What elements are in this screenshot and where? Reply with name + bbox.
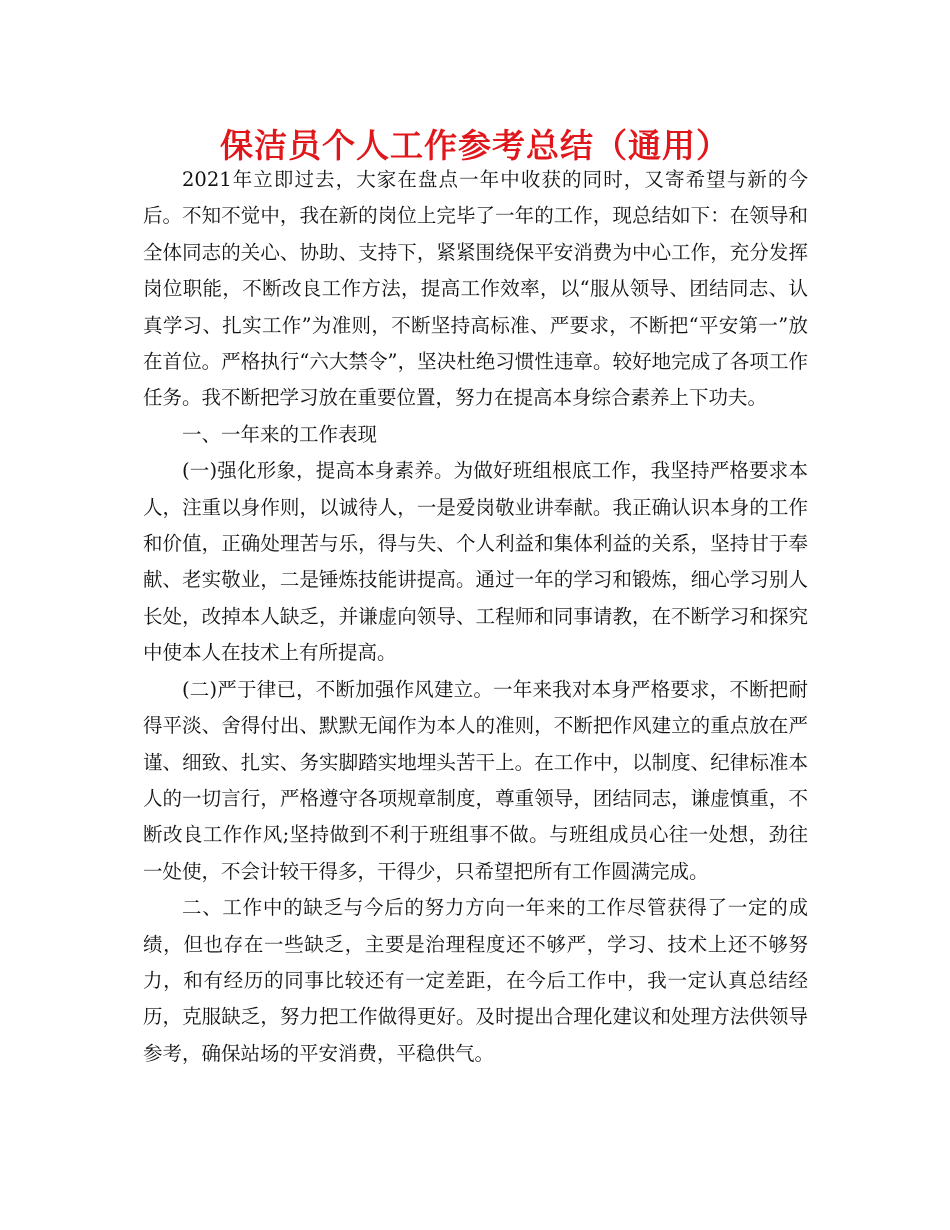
section-heading-1: 一、一年来的工作表现: [182, 422, 378, 446]
document-body: [143, 162, 808, 1072]
paragraph-section-2: 二、工作中的缺乏与今后的努力方向一年来的工作尽管获得了一定的成绩，但也存在一些缺乏，主要是治理程度还不够严，学习、技术上还不够努力，和有经历的同事比较还有一定差距，在今后工作中，我一定认真总结经历，克服缺乏，努力把工作做得更好。及时提出合理化建议和处理方法供领导参考，确保站场的平安消费，平稳供气。: [143, 896, 808, 1065]
paragraph-section-1-2: (二)严于律已，不断加强作风建立。一年来我对本身严格要求，不断把耐得平淡、舍得付出、默默无闻作为本人的准则，不断把作风建立的重点放在严谨、细致、扎实、务实脚踏实地埋头苦干上。在工作中，以制度、纪律标准本人的一切言行，严格遵守各项规章制度，尊重领导，团结同志，谦虚慎重，不断改良工作作风;坚持做到不利于班组事不做。与班组成员心往一处想，劲往一处使，不会计较干得多，干得少，只希望把所有工作圆满完成。: [143, 677, 808, 883]
paragraph-intro: 2021年立即过去，大家在盘点一年中收获的同时，又寄希望与新的今后。不知不觉中，我在新的岗位上完毕了一年的工作，现总结如下：在领导和全体同志的关心、协助、支持下，紧紧围绕保平安消费为中心工作，充分发挥岗位职能，不断改良工作方法，提高工作效率，以“服从领导、团结同志、认真学习、扎实工作”为准则，不断坚持高标准、严要求，不断把“平安第一”放在首位。严格执行“六大禁令”，坚决杜绝习惯性违章。较好地完成了各项工作任务。我不断把学习放在重要位置，努力在提高本身综合素养上下功夫。: [143, 168, 808, 410]
document-title: 保洁员个人工作参考总结（通用）: [220, 126, 730, 165]
paragraph-section-1-1: (一)强化形象，提高本身素养。为做好班组根底工作，我坚持严格要求本人，注重以身作则，以诚待人，一是爱岗敬业讲奉献。我正确认识本身的工作和价值，正确处理苦与乐，得与失、个人利益和集体利益的关系，坚持甘于奉献、老实敬业，二是锤炼技能讲提高。通过一年的学习和锻炼，细心学习别人长处，改掉本人缺乏，并谦虚向领导、工程师和同事请教，在不断学习和探究中使本人在技术上有所提高。: [143, 459, 808, 665]
